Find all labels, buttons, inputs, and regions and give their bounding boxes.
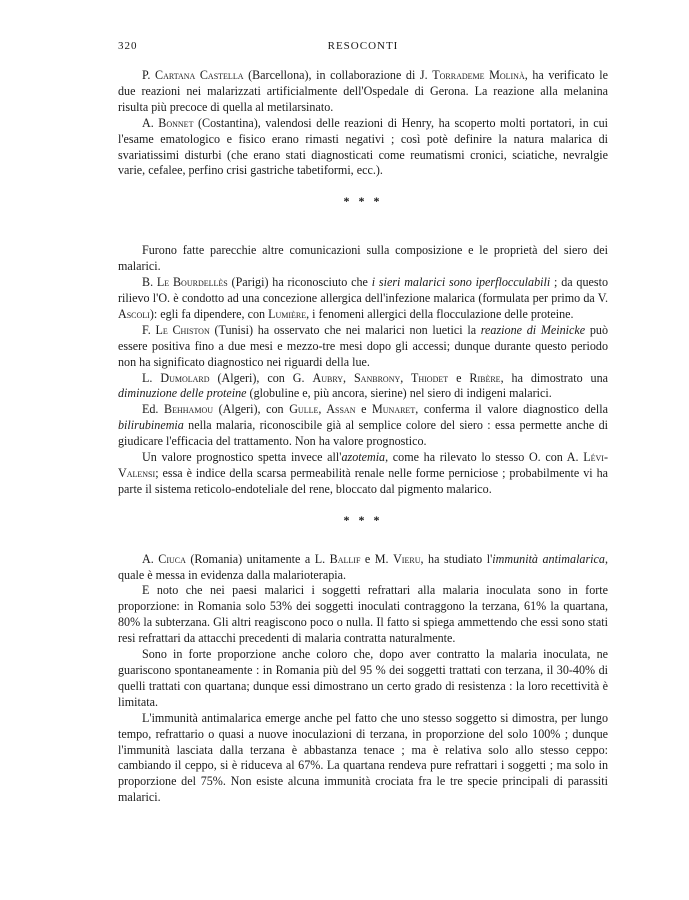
paragraph: E noto che nei paesi malarici i soggetti refrattari alla malaria inoculata sono in forte proporzione: in Romania solo 53% dei soggetti inoculati contraggono la terzana, 61% la quartana, 80% la subterzana. Gli altri reagiscono poco o nulla. Il fatto si spiega ammettendo che essi sono stati resi refrattari da attacchi precedenti di malaria contratta naturalmente. <box>118 583 608 646</box>
article-body <box>118 68 608 806</box>
author-name: Aubry, Sanbrony, Thiodet <box>312 370 449 385</box>
paragraph: B. Le Bourdellès (Parigi) ha riconosciuto che i sieri malarici sono iperflocculabili ; da questo rilievo l'O. è condotto ad una concezione allergica dell'infezione malarica (formulata per primo da V. Ascoli): egli fa dipendere, con Lumière, i fenomeni allergici della flocculazione delle proteine. <box>118 275 608 321</box>
author-name: Munaret <box>372 402 416 417</box>
author-name: Dumolard <box>160 370 210 385</box>
section-separator: * * * <box>343 194 383 209</box>
running-title: RESOCONTI <box>327 40 399 52</box>
author-name: Lumière <box>268 306 307 321</box>
paragraph: A. Bonnet (Costantina), valendosi delle reazioni di Henry, ha scoperto molti portatori, in cui l'esame ematologico e fisico erano rimasti negativi ; così potè definire la natura malarica di svariatissimi disturbi (che erano stati diagnosticati come reumatismi cronici, sciatiche, nevralgie varie, cefalee, perfino crisi gastriche tabetiformi, ecc.). <box>118 115 608 178</box>
section-separator: * * * <box>343 512 383 527</box>
page-number: 320 <box>118 40 138 52</box>
paragraph: Furono fatte parecchie altre comunicazioni sulla composizione e le proprietà del siero dei malarici. <box>118 243 608 274</box>
author-name: Ascoli <box>118 306 150 321</box>
author-name: Ballif <box>329 551 361 566</box>
paragraph: L'immunità antimalarica emerge anche pel fatto che uno stesso soggetto si dimostra, per lungo tempo, refrattario o quasi a nuove inoculazioni di terzana, in proporzione del solo 100% ; dunque l'immunità lasciata dalla terzana è abbastanza tenace ; ma è relativa solo allo stesso ceppo: cambiando il ceppo, si è riduceva al 67%. La quartana rendeva pure refrattari i soggetti ; ma solo in proporzione del 75%. Non esiste alcuna immunità crociata fra le tre specie principali di parassiti malarici. <box>118 710 608 805</box>
author-name: Lévi-Valensi <box>118 450 608 480</box>
paragraph: A. Ciuca (Romania) unitamente a L. Ballif e M. Vieru, ha studiato l'immunità antimalarica, quale è messa in evidenza dalla malarioterapia. <box>118 551 608 582</box>
author-name: Le Bourdellès <box>156 275 228 290</box>
author-name: Ribère <box>469 370 501 385</box>
author-name: Behhamou <box>164 402 214 417</box>
paragraph: Ed. Behhamou (Algeri), con Gulle, Assan e Munaret, conferma il valore diagnostico della bilirubinemia nella malaria, riconoscibile già al semplice colore del siero : essa permette anche di giudicare l'efficacia del trattamento. Non ha valore prognostico. <box>118 402 608 449</box>
paragraph: P. Cartana Castella (Barcellona), in collaborazione di J. Torrademe Molinà, ha verificato le due reazioni nei malarizzati artificialmente dell'Ospedale di Gerona. La reazione alla melanina risulta più precoce di quella al metilarsinato. <box>118 68 609 114</box>
author-name: Gulle, Assan <box>289 402 356 417</box>
author-name: Vieru <box>393 551 421 566</box>
author-name: Le Chiston <box>155 322 210 337</box>
author-name: Cartana Castella <box>155 68 244 82</box>
author-name: Bonnet <box>158 115 194 130</box>
paragraph: L. Dumolard (Algeri), con G. Aubry, Sanbrony, Thiodet e Ribère, ha dimostrato una diminuzione delle proteine (globuline e, più ancora, sierine) nel siero di indigeni malarici. <box>118 370 609 401</box>
paragraph: Un valore prognostico spetta invece all'azotemia, come ha rilevato lo stesso O. con A. Lévi-Valensi; essa è indice della scarsa permeabilità renale nelle forme perniciose ; probabilmente vi ha parte il sistema reticolo-endoteliale del rene, bloccato dal pigmento malarico. <box>118 450 608 496</box>
paragraph: Sono in forte proporzione anche coloro che, dopo aver contratto la malaria inoculata, ne guariscono spontaneamente : in Romania più del 95 % dei soggetti trattati con terzana, il 30-40% di quelli trattati con quartana; dunque essi dimostrano un certo grado di resistenza : la loro recettività è limitata. <box>118 647 608 709</box>
author-name: Ciuca <box>158 551 186 566</box>
paragraph: F. Le Chiston (Tunisi) ha osservato che nei malarici non luetici la reazione di Meinicke può essere positiva fino a due mesi e mezzo-tre mesi dopo gli accessi; dunque durante questo periodo non ha significato diagnostico nei riguardi della lue. <box>118 322 608 369</box>
page <box>118 40 608 806</box>
author-name: Torrademe Molinà <box>432 68 525 82</box>
running-head <box>118 40 608 60</box>
